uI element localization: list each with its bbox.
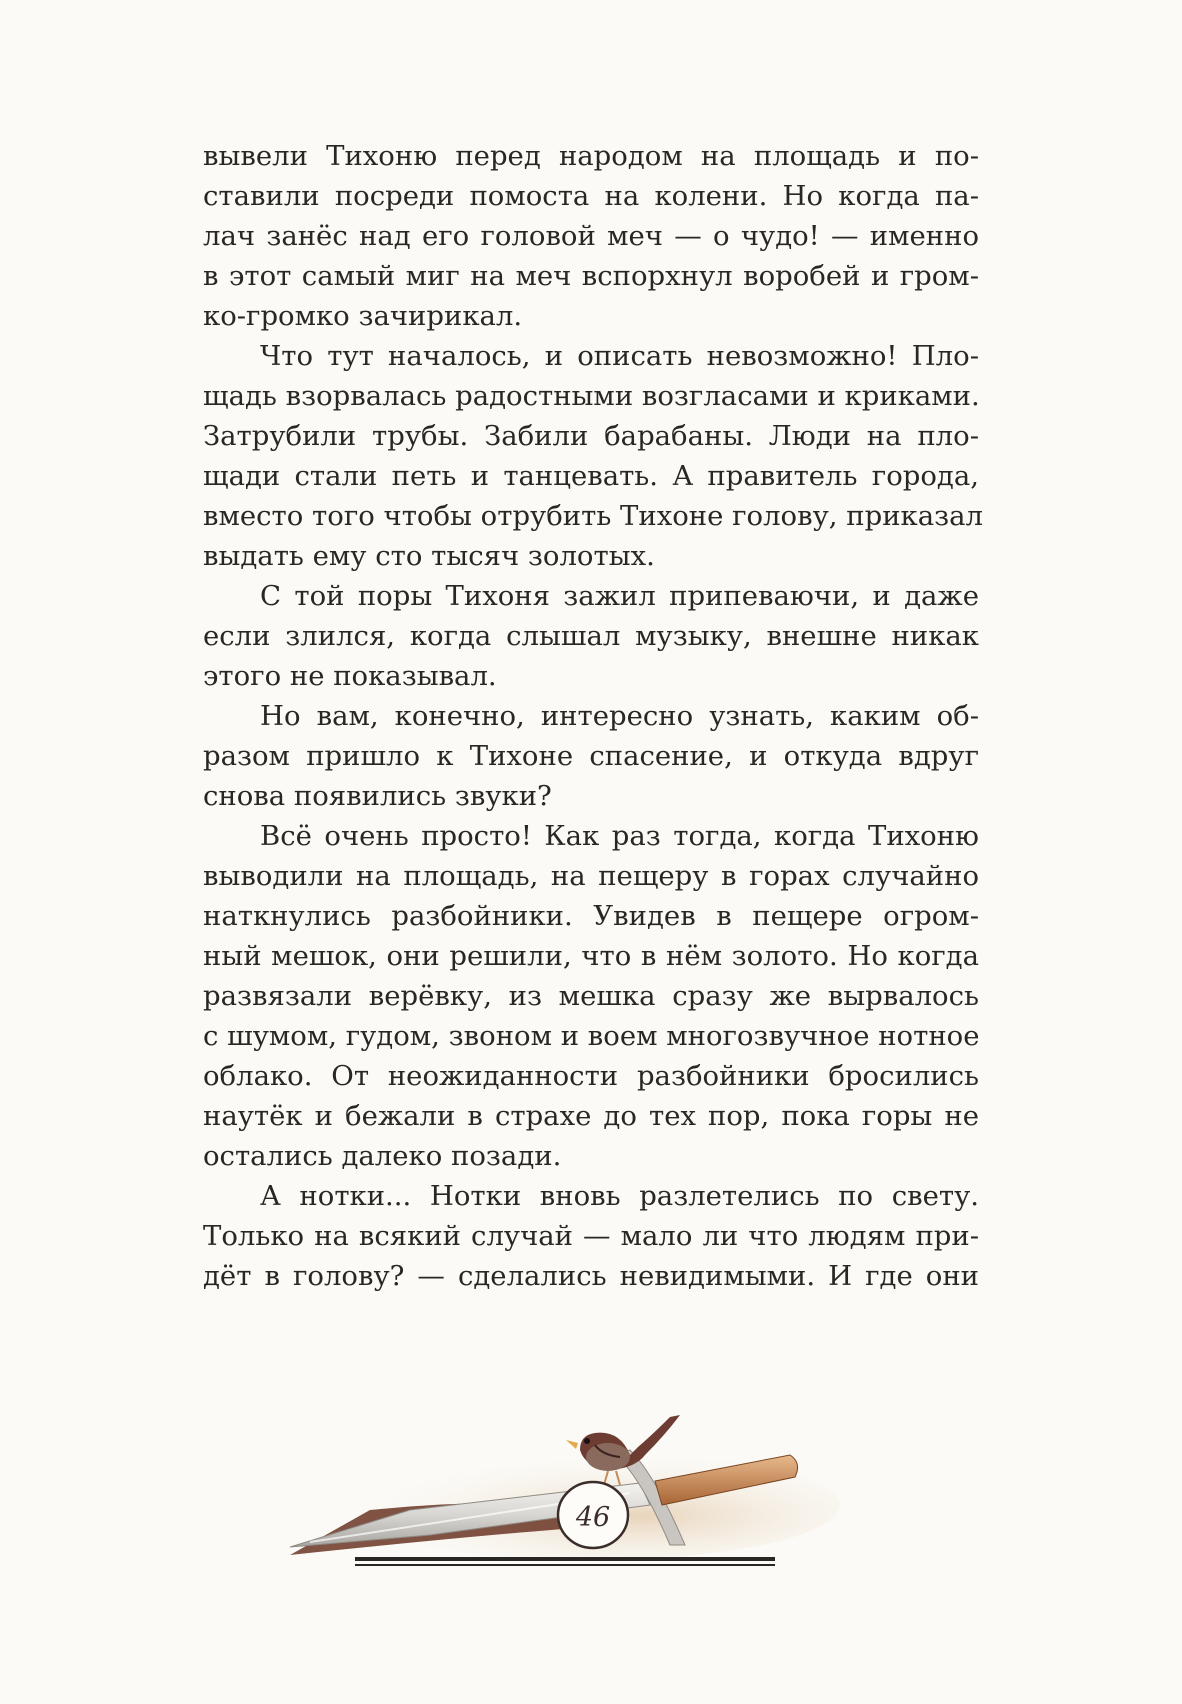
- text-line: С той поры Тихоня зажил припеваючи, и даже: [260, 580, 979, 612]
- text-line: дёт в голову? — сделались невидимыми. И где они: [203, 1260, 979, 1292]
- text-line: Затрубили трубы. Забили барабаны. Люди на пло-: [203, 420, 979, 452]
- text-line: А нотки... Нотки вновь разлетелись по свету.: [260, 1180, 979, 1212]
- text-line: вместо того чтобы отрубить Тихоне голову, приказал: [203, 500, 983, 532]
- text-line: с шумом, гудом, звоном и воем многозвучное нотное: [203, 1020, 980, 1052]
- text-line: выводили на площадь, на пещеру в горах случайно: [203, 860, 979, 892]
- text-line: снова появились звуки?: [203, 780, 552, 812]
- text-line: наткнулись разбойники. Увидев в пещере огром-: [203, 900, 979, 932]
- text-line: выдать ему сто тысяч золотых.: [203, 540, 655, 572]
- text-line: Всё очень просто! Как раз тогда, когда Тихоню: [260, 820, 979, 852]
- text-line: щади стали петь и танцевать. А правитель города,: [203, 460, 979, 492]
- text-line: наутёк и бежали в страхе до тех пор, пока горы не: [203, 1100, 979, 1132]
- text-line: лач занёс над его головой меч — о чудо! — именно: [203, 220, 979, 252]
- text-line: в этот самый миг на меч вспорхнул воробей и гром-: [203, 260, 979, 292]
- text-line: вывели Тихоню перед народом на площадь и по-: [203, 140, 979, 172]
- text-line: Только на всякий случай — мало ли что людям при-: [203, 1220, 979, 1252]
- text-line: щадь взорвалась радостными возгласами и криками.: [203, 380, 980, 412]
- text-line: ный мешок, они решили, что в нём золото. Но когда: [203, 940, 979, 972]
- text-line: этого не показывал.: [203, 660, 497, 692]
- body-text: [203, 136, 983, 1296]
- base-rule: [355, 1557, 775, 1561]
- text-line: остались далеко позади.: [203, 1140, 562, 1172]
- text-line: ставили посреди помоста на колени. Но когда па-: [203, 180, 979, 212]
- text-line: ко-громко зачирикал.: [203, 300, 523, 332]
- text-line: Но вам, конечно, интересно узнать, каким об-: [260, 700, 979, 732]
- text-line: облако. От неожиданности разбойники бросились: [203, 1060, 979, 1092]
- page-number: 46: [575, 1502, 611, 1533]
- text-line: если злился, когда слышал музыку, внешне никак: [203, 620, 979, 652]
- text-line: развязали верёвку, из мешка сразу же вырвалось: [203, 980, 979, 1012]
- text-line: Что тут началось, и описать невозможно! Пло-: [260, 340, 979, 372]
- text-line: разом пришло к Тихоне спасение, и откуда вдруг: [203, 740, 979, 772]
